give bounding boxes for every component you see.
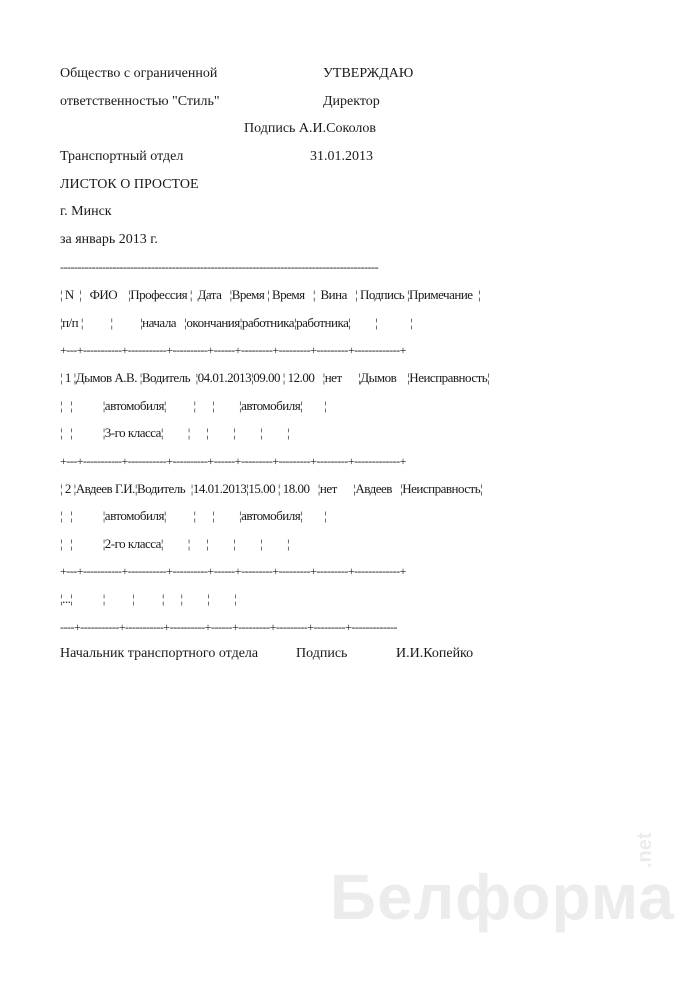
table-row-2-line-2: ¦ ¦ ¦автомобиля¦ ¦ ¦ ¦автомобиля¦ ¦ — [60, 508, 327, 523]
table-separator-1: +---+-----------+-----------+----------+------+---------+---------+---------+-------------+ — [60, 343, 406, 357]
table-header-row-1: ¦ N ¦ ФИО ¦Профессия ¦ Дата ¦Время ¦ Время ¦ Вина ¦ Подпись ¦Примечание ¦ — [60, 287, 481, 302]
document-period: за январь 2013 г. — [60, 232, 158, 247]
table-bottom-rule: ----+-----------+-----------+----------+------+---------+---------+---------+------------- — [60, 620, 397, 634]
table-separator-2: +---+-----------+-----------+----------+------+---------+---------+---------+-------------+ — [60, 454, 406, 468]
table-row-2-line-3: ¦ ¦ ¦2-го класса¦ ¦ ¦ ¦ ¦ ¦ — [60, 536, 290, 551]
table-empty-row: ¦...¦ ¦ ¦ ¦ ¦ ¦ ¦ — [60, 591, 237, 606]
watermark-suffix: .net — [634, 832, 656, 868]
table-row-1-line-3: ¦ ¦ ¦3-го класса¦ ¦ ¦ ¦ ¦ ¦ — [60, 425, 290, 440]
table-row-2-line-1: ¦ 2 ¦Авдеев Г.И.¦Водитель ¦14.01.2013¦15.00 ¦ 18.00 ¦нет ¦Авдеев ¦Неисправность¦ — [60, 481, 483, 496]
director-label: Директор — [323, 94, 380, 109]
director-signature: Подпись А.И.Соколов — [244, 121, 376, 136]
org-name-line2: ответственностью "Стиль" — [60, 94, 220, 109]
table-row-1-line-2: ¦ ¦ ¦автомобиля¦ ¦ ¦ ¦автомобиля¦ ¦ — [60, 398, 327, 413]
watermark-logo: Белформа — [330, 861, 675, 933]
footer-position: Начальник транспортного отдела — [60, 646, 259, 661]
footer-signature: Подпись — [296, 646, 348, 661]
document-title: ЛИСТОК О ПРОСТОЕ — [60, 177, 199, 192]
table-row-1-line-1: ¦ 1 ¦Дымов А.В. ¦Водитель ¦04.01.2013¦09.00 ¦ 12.00 ¦нет ¦Дымов ¦Неисправность¦ — [60, 370, 490, 385]
department-name: Транспортный отдел — [60, 149, 184, 164]
approval-date: 31.01.2013 — [310, 149, 373, 164]
footer-name: И.И.Копейко — [396, 646, 474, 661]
table-separator-3: +---+-----------+-----------+----------+------+---------+---------+---------+-------------+ — [60, 564, 406, 578]
table-header-row-2: ¦п/п ¦ ¦ ¦начала ¦окончания¦работника¦работника¦ ¦ ¦ — [60, 315, 413, 330]
approve-label: УТВЕРЖДАЮ — [323, 66, 414, 81]
table-top-rule: ------------------------------------------------------------------------------------------- — [60, 260, 379, 274]
document-city: г. Минск — [60, 204, 112, 219]
org-name-line1: Общество с ограниченной — [60, 66, 218, 81]
